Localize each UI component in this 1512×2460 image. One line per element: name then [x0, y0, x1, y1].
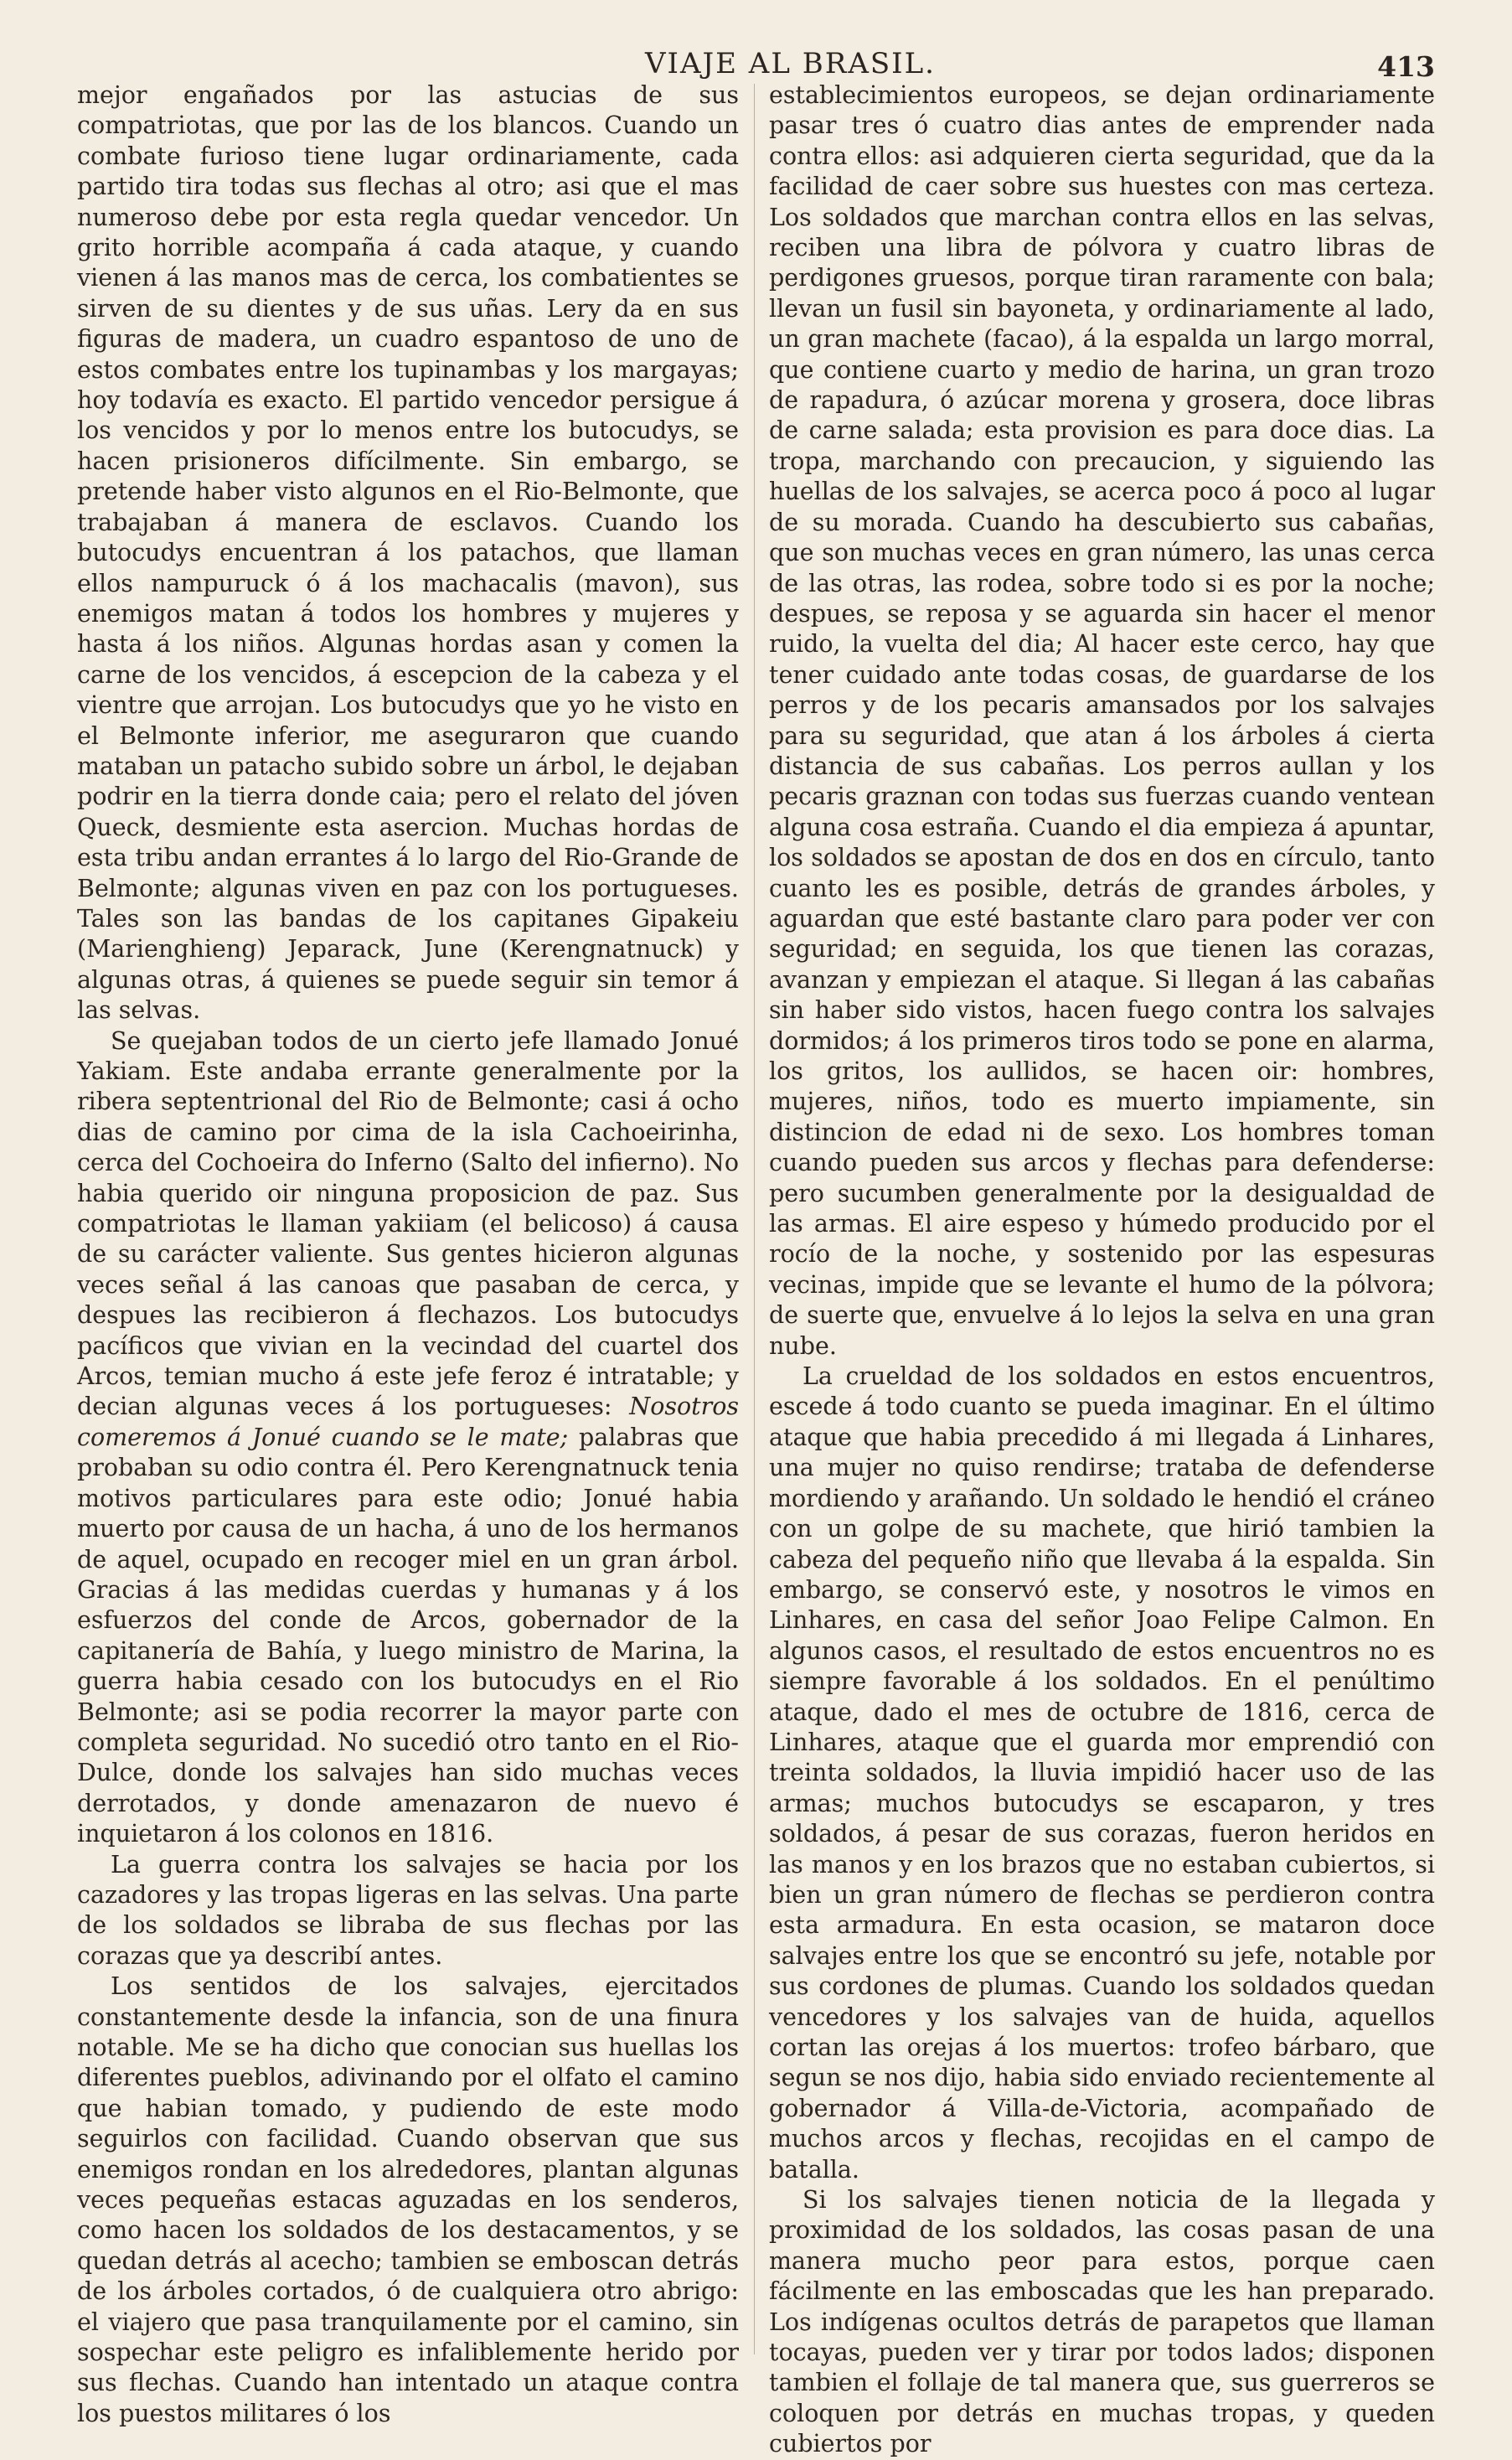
right-column [769, 80, 1435, 2460]
quoted-phrase: Nosotros comeremos á Jonué cuando se le mate; [77, 1393, 739, 1451]
column-divider [754, 84, 755, 2354]
paragraph: mejor engañados por las astucias de sus compatriotas, que por las de los blancos. Cuando un combate furioso tiene lugar ordinariamente, cada partido tira todas sus flechas al otro; asi que el mas numeroso debe por esta regla quedar vencedor. Un grito horrible acompaña á cada ataque, y cuando vienen á las manos mas de cerca, los combatientes se sirven de su dientes y de sus uñas. Lery da en sus figuras de madera, un cuadro espantoso de uno de estos combates entre los tupinambas y los margayas; hoy todavía es exacto. El partido vencedor persigue á los vencidos y por lo menos entre los butocudys, se hacen prisioneros difícilmente. Sin embargo, se pretende haber visto algunos en el Rio-Belmonte, que trabajaban á manera de esclavos. Cuando los butocudys encuentran á los patachos, que llaman ellos nampuruck ó á los machacalis (mavon), sus enemigos matan á todos los hombres y mujeres y hasta á los niños. Algunas hordas asan y comen la carne de los vencidos, á escepcion de la cabeza y el vientre que arrojan. Los butocudys que yo he visto en el Belmonte inferior, me aseguraron que cuando mataban un patacho subido sobre un árbol, le dejaban podrir en la tierra donde caia; pero el relato del jóven Queck, desmiente esta asercion. Muchas hordas de esta tribu andan errantes á lo largo del Rio-Grande de Belmonte; algunas viven en paz con los portugueses. Tales son las bandas de los capitanes Gipakeiu (Marienghieng) Jeparack, June (Kerengnatnuck) y algunas otras, á quienes se puede seguir sin temor á las selvas. [77, 81, 739, 1025]
left-column [77, 80, 739, 2429]
paragraph [77, 1026, 739, 1850]
running-title: VIAJE AL BRASIL. [645, 47, 936, 80]
paragraph: La crueldad de los soldados en estos encuentros, escede á todo cuanto se pueda imaginar. En el último ataque que habia precedido á mi llegada á Linhares, una mujer no quiso rendirse; trataba de defenderse mordiendo y arañando. Un soldado le hendió el cráneo con un golpe de su machete, que hirió tambien la cabeza del pequeño niño que llevaba á la espalda. Sin embargo, se conservó este, y nosotros le vimos en Linhares, en casa del señor Joao Felipe Calmon. En algunos casos, el resultado de estos encuentros no es siempre favorable á los soldados. En el penúltimo ataque, dado el mes de octubre de 1816, cerca de Linhares, ataque que el guarda mor emprendió con treinta soldados, la lluvia impidió hacer uso de las armas; muchos butocudys se escaparon, y tres soldados, á pesar de sus corazas, fueron heridos en las manos y en los brazos que no estaban cubiertos, si bien un gran número de flechas se perdieron contra esta armadura. En esta ocasion, se mataron doce salvajes entre los que se encontró su jefe, notable por sus cordones de plumas. Cuando los soldados quedan vencedores y los salvajes van de huida, aquellos cortan las orejas á los muertos: trofeo bárbaro, que segun se nos dijo, habia sido enviado recientemente al gobernador á Villa-de-Victoria, acompañado de muchos arcos y flechas, recojidas en el campo de batalla. [769, 1362, 1435, 2184]
paragraph: La guerra contra los salvajes se hacia por los cazadores y las tropas ligeras en las selvas. Una parte de los soldados se libraba de sus flechas por las corazas que ya describí antes. [77, 1850, 739, 1970]
paragraph-text: palabras que probaban su odio contra él. Pero Kerengnatnuck tenia motivos particulares para este odio; Jonué habia muerto por causa de un hacha, á uno de los hermanos de aquel, ocupado en recoger miel en un gran árbol. Gracias á las medidas cuerdas y humanas y á los esfuerzos del conde de Arcos, gobernador de la capitanería de Bahía, y luego ministro de Marina, la guerra habia cesado con los butocudys en el Rio Belmonte; asi se podia recorrer la mayor parte con completa seguridad. No sucedió otro tanto en el Rio-Dulce, donde los salvajes han sido muchas veces derrotados, y donde amenazaron de nuevo é inquietaron á los colonos en 1816. [77, 1423, 739, 1848]
paragraph: establecimientos europeos, se dejan ordinariamente pasar tres ó cuatro dias antes de emprender nada contra ellos: asi adquieren cierta seguridad, que da la facilidad de caer sobre sus huestes con mas certeza. Los soldados que marchan contra ellos en las selvas, reciben una libra de pólvora y cuatro libras de perdigones gruesos, porque tiran raramente con bala; llevan un fusil sin bayoneta, y ordinariamente al lado, un gran machete (facao), á la espalda un largo morral, que contiene cuarto y medio de harina, un gran trozo de rapadura, ó azúcar morena y grosera, doce libras de carne salada; esta provision es para doce dias. La tropa, marchando con precaucion, y siguiendo las huellas de los salvajes, se acerca poco á poco al lugar de su morada. Cuando ha descubierto sus cabañas, que son muchas veces en gran número, las unas cerca de las otras, las rodea, sobre todo si es por la noche; despues, se reposa y se aguarda sin hacer el menor ruido, la vuelta del dia; Al hacer este cerco, hay que tener cuidado ante todas cosas, de guardarse de los perros y de los pecaris amansados por los salvajes para su seguridad, que atan á los árboles á cierta distancia de sus cabañas. Los perros aullan y los pecaris graznan con todas sus fuerzas cuando ventean alguna cosa estraña. Cuando el dia empieza á apuntar, los soldados se apostan de dos en dos en círculo, tanto cuanto les es posible, detrás de grandes árboles, y aguardan que esté bastante claro para poder ver con seguridad; en seguida, los que tienen las corazas, avanzan y empiezan el ataque. Si llegan á las cabañas sin haber sido vistos, hacen fuego contra los salvajes dormidos; á los primeros tiros todo se pone en alarma, los gritos, los aullidos, se hacen oir: hombres, mujeres, niños, todo es muerto impiamente, sin distincion de edad ni de sexo. Los hombres toman cuando pueden sus arcos y flechas para defenderse: pero sucumben generalmente por la desigualdad de las armas. El aire espeso y húmedo producido por el rocío de la noche, y sostenido por las espesuras vecinas, impide que se levante el humo de la pólvora; de suerte que, envuelve á lo lejos la selva en una gran nube. [769, 81, 1435, 1360]
paragraph: Los sentidos de los salvajes, ejercitados constantemente desde la infancia, son de una finura notable. Me se ha dicho que conocian sus huellas los diferentes pueblos, adivinando por el olfato el camino que habian tomado, y pudiendo de este modo seguirlos con facilidad. Cuando observan que sus enemigos rondan en los alrededores, plantan algunas veces pequeñas estacas aguzadas en los senderos, como hacen los soldados de los destacamentos, y se quedan detrás al acecho; tambien se emboscan detrás de los árboles cortados, ó de cualquiera otro abrigo: el viajero que pasa tranquilamente por el camino, sin sospechar este peligro es infaliblemente herido por sus flechas. Cuando han intentado un ataque contra los puestos militares ó los [77, 1972, 739, 2427]
paragraph: Si los salvajes tienen noticia de la llegada y proximidad de los soldados, las cosas pasan de una manera mucho peor para estos, porque caen fácilmente en las emboscadas que les han preparado. Los indígenas ocultos detrás de parapetos que llaman tocayas, pueden ver y tirar por todos lados; disponen tambien el follaje de tal manera que, sus guerreros se coloquen por detrás en muchas tropas, y queden cubiertos por [769, 2186, 1435, 2458]
page-number: 413 [1377, 50, 1435, 83]
paragraph-text: Se quejaban todos de un cierto jefe llamado Jonué Yakiam. Este andaba errante generalmente por la ribera septentrional del Rio de Belmonte; casi á ocho dias de camino por cima de la isla Cachoeirinha, cerca del Cochoeira do Inferno (Salto del infierno). No habia querido oir ninguna proposicion de paz. Sus compatriotas le llaman yakiiam (el belicoso) á causa de su carácter valiente. Sus gentes hicieron algunas veces señal á las canoas que pasaban de cerca, y despues las recibieron á flechazos. Los butocudys pacíficos que vivian en la vecindad del cuartel dos Arcos, temian mucho á este jefe feroz é intratable; y decian algunas veces á los portugueses: [77, 1026, 739, 1421]
